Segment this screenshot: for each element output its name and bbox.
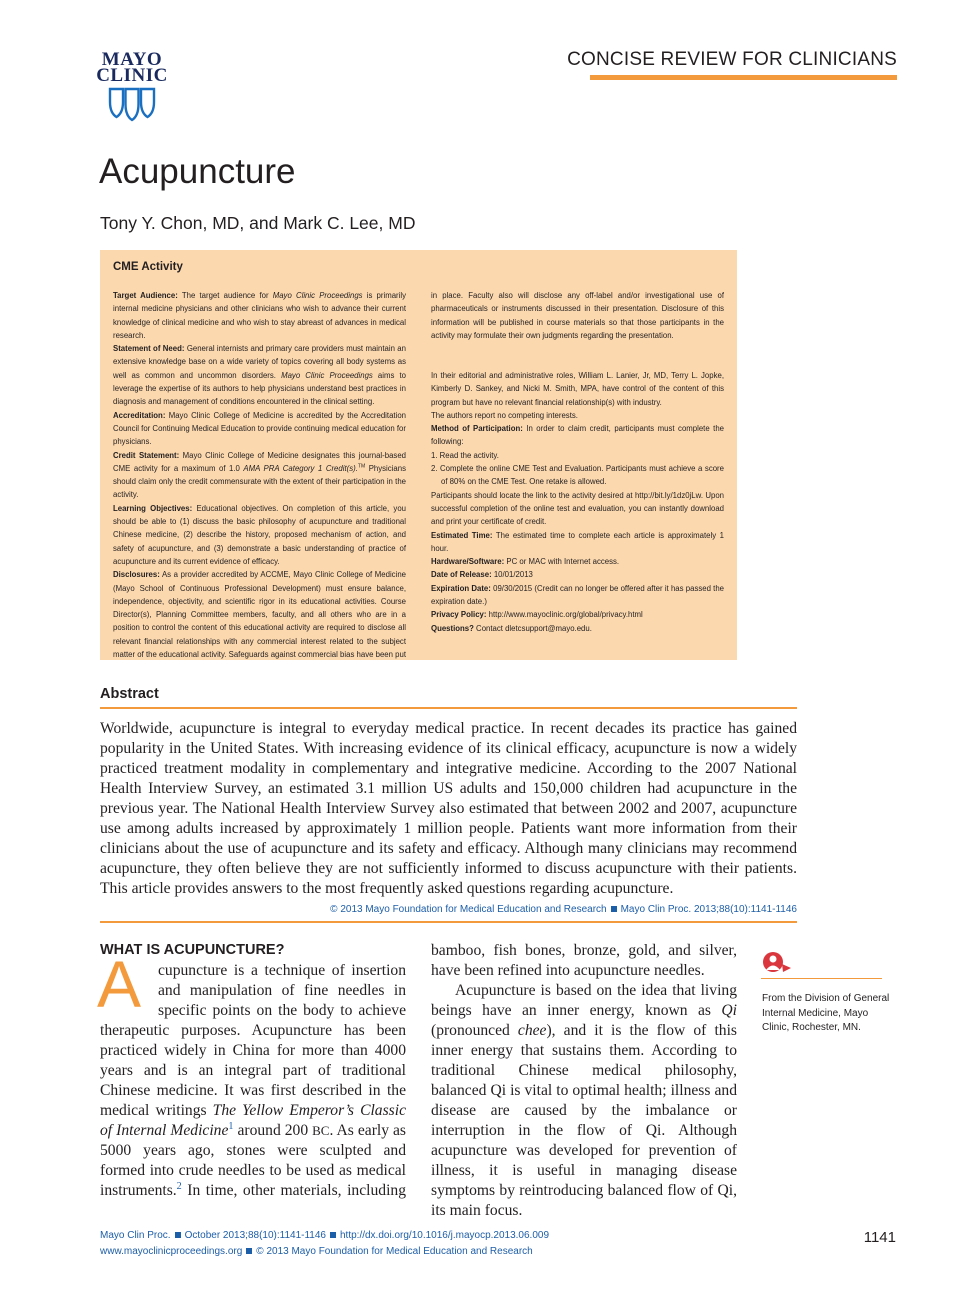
article-authors: Tony Y. Chon, MD, and Mark C. Lee, MD [100, 213, 416, 233]
separator-square-icon [246, 1248, 252, 1254]
cme-estimated-time: Estimated Time: The estimated time to complete each article is approximately 1 hour. [431, 530, 724, 553]
reference-2-link[interactable]: 2 [176, 1180, 182, 1192]
footer-issue: October 2013;88(10):1141-1146 [184, 1230, 326, 1241]
cme-no-interests: The authors report no competing interests. [431, 410, 578, 420]
article-title: Acupuncture [99, 152, 296, 191]
footer-website-link[interactable]: www.mayoclinicproceedings.org [100, 1246, 243, 1257]
abstract-copyright: © 2013 Mayo Foundation for Medical Education and Research [330, 904, 607, 915]
cme-learning-objectives: Learning Objectives: Educational objectives. On completion of this article, you should be able to (1) discuss the basic philosophy of acupuncture and traditional Chinese medicine, (2) describe the history, proposed mechanism of action, and safety of acupuncture, and (3) demonstrate a basic understanding of practice of acupuncture and its current evidence of efficacy. [113, 503, 406, 566]
separator-square-icon [611, 906, 617, 912]
contact-email-link[interactable]: Contact dletcsupport@mayo.edu. [473, 623, 592, 633]
body-paragraph-2: Acupuncture is based on the idea that living beings have an inner energy, known as Qi (pronounced chee), and it is the flow of this inner energy that sustains them. According to traditional Chinese medical philosophy, balanced Qi is vital to optimal health; illness and disease are caused by the imbalance or interruption in the flow of Qi. Although acupuncture was developed for prevention of illness, it is useful in managing disease symptoms by reintroducing balanced flow of Qi, its main focus. [431, 982, 737, 1219]
cme-method: Method of Participation: In order to claim credit, participants must complete the following: [431, 424, 724, 447]
abstract-top-rule [100, 707, 797, 709]
body-column-left [100, 961, 406, 1201]
cme-step-1: 1. Read the activity. [431, 450, 499, 460]
section-label: CONCISE REVIEW FOR CLINICIANS [567, 49, 897, 70]
abstract-heading: Abstract [100, 686, 159, 702]
footer-copyright: © 2013 Mayo Foundation for Medical Education and Research [256, 1246, 533, 1257]
body-paragraph-1-continued: bamboo, fish bones, bronze, gold, and silver, have been refined into acupuncture needles. [431, 942, 737, 979]
section-rule [590, 75, 897, 80]
affiliation-note: From the Division of General Internal Medicine, Mayo Clinic, Rochester, MN. [762, 993, 890, 1033]
cme-target-audience: Target Audience: The target audience for Mayo Clinic Proceedings is primarily internal medicine physicians and other clinicians who wish to advance their current knowledge of clinical medicine and who wish to stay abreast of advances in medical research. [113, 291, 407, 340]
cme-statement-of-need: Statement of Need: General internists and primary care providers must maintain an extensive knowledge base on a wide variety of topics covering all body systems as well as common and uncommon disorders. Mayo Clinic Proceedings aims to leverage the expertise of its authors to help physicians understand best practices in diagnosis and management of conditions encountered in the clinical setting. [113, 344, 407, 407]
footer-doi-link[interactable]: http://dx.doi.org/10.1016/j.mayocp.2013.06.009 [339, 1230, 550, 1241]
sidebar-rule [761, 978, 882, 979]
abstract-bottom-rule [100, 921, 797, 923]
footer-journal: Mayo Clin Proc. [100, 1230, 171, 1241]
body-column-right [431, 941, 737, 1221]
cme-left-column [113, 289, 406, 661]
cme-editorial: In their editorial and administrative roles, William L. Lanier, Jr, MD, Terry L. Jopke, Kimberly D. Sankey, and Nicki M. Smith, MPA, have control of the content of this program but have no relevant financial relationship(s) with industry. [431, 371, 724, 407]
cme-release-date: Date of Release: 10/01/2013 [431, 570, 533, 580]
privacy-link[interactable]: http://www.mayoclinic.org/global/privacy.html [486, 610, 643, 620]
footer-citation-line [100, 1230, 549, 1241]
page-number: 1141 [863, 1229, 896, 1246]
cme-step-2: 2. Complete the online CME Test and Evaluation. Participants must achieve a score of 80% on the CME Test. One retake is allowed. [431, 464, 724, 487]
cme-expiration-date: Expiration Date: 09/30/2015 (Credit can no longer be offered after it has passed the expiration date.) [431, 583, 724, 607]
cme-hardware: Hardware/Software: PC or MAC with Internet access. [431, 557, 620, 567]
separator-square-icon [330, 1232, 336, 1238]
separator-square-icon [175, 1232, 181, 1238]
reference-1-link[interactable]: 1 [228, 1120, 234, 1132]
abstract-journal-citation: Mayo Clin Proc. 2013;88(10):1141-1146 [620, 904, 797, 915]
logo-word-mayo: MAYO [101, 49, 163, 70]
cme-disclosures-continued: in place. Faculty also will disclose any off-label and/or investigational use of pharmaceuticals or instruments discussed in their presentation. Disclosure of this information will be published in course materials so that those participants in the activity may formulate their own judgments regarding the presentation. [431, 291, 724, 340]
section-heading-what-is-acupuncture: WHAT IS ACUPUNCTURE? [100, 942, 285, 958]
drop-cap: A [97, 947, 142, 1021]
cme-questions: Questions? Contact dletcsupport@mayo.edu. [431, 623, 592, 633]
cme-accreditation: Accreditation: Mayo Clinic College of Medicine is accredited by the Accreditation Council for Continuing Medical Education to provide continuing medical education for physicians. [113, 410, 406, 447]
mayo-clinic-logo [96, 49, 168, 127]
logo-word-clinic: CLINIC [96, 65, 168, 86]
cme-disclosures: Disclosures: As a provider accredited by ACCME, Mayo Clinic College of Medicine (Mayo School of Continuous Professional Development) must ensure balance, independence, objectivity, and scientific rigor in its educational activities. Course Director(s), Planning Committee members, faculty, and all others who are in a position to control the content of this educational activity are required to disclose all relevant financial relationships with any commercial interest related to the subject matter of the educational activity. Safeguards against commercial bias have been put [113, 570, 406, 660]
cme-right-column [431, 289, 724, 635]
cme-privacy-policy: Privacy Policy: http://www.mayoclinic.org/global/privacy.html [431, 610, 643, 620]
cme-heading: CME Activity [113, 261, 183, 273]
abstract-text: Worldwide, acupuncture is integral to everyday medical practice. In recent decades its practice has gained popularity in the United States. With increasing evidence of its clinical efficacy, acupuncture is now a widely practiced treatment modality in complementary and integrative medicine. According to the 2007 National Health Interview Survey, an estimated 3.1 million US adults and 150,000 children had acupuncture in the previous year. The National Health Interview Survey also estimated that between 2002 and 2007, acupuncture use among adults increased by approximately 1 million people. Patients want more information from their clinicians about the use of acupuncture and its safety and efficacy. Although many clinicians may recommend acupuncture, they often believe they are not sufficiently informed to discuss acupuncture with their patients. This article provides answers to the most frequently asked questions regarding acupuncture. [100, 720, 797, 897]
cme-credit-statement: Credit Statement: Mayo Clinic College of Medicine designates this journal-based CME activity for a maximum of 1.0 AMA PRA Category 1 Credit(s).™ Physicians should claim only the credit commensurate with the extent of their participation in the activity. [113, 450, 407, 500]
body-paragraph-1: cupuncture is a technique of insertion and manipulation of fine needles in specific points on the body to achieve therapeutic purposes. Acupuncture has been practiced widely in China for more than 4000 years and is an integral part of traditional Chinese medicine. It was first described in the medical writings The Yellow Emperor’s Classic of Internal Medicine$^1$ around 200 BC. As early as 5000 years ago, stones were sculpted and formed into crude needles to be used as medical instruments.$^2$ In time, other materials, including [100, 962, 406, 1199]
affiliation-icon [761, 950, 793, 976]
mayo-three-shields-icon [107, 86, 157, 122]
footer-website-line [100, 1246, 533, 1257]
abstract-citation [330, 904, 797, 915]
cme-link-note[interactable]: Participants should locate the link to the activity desired at http://bit.ly/1dz0jLw. Upon successful completion of the online test and evaluation, you can instantly download and print your certificate of credit. [431, 490, 724, 527]
